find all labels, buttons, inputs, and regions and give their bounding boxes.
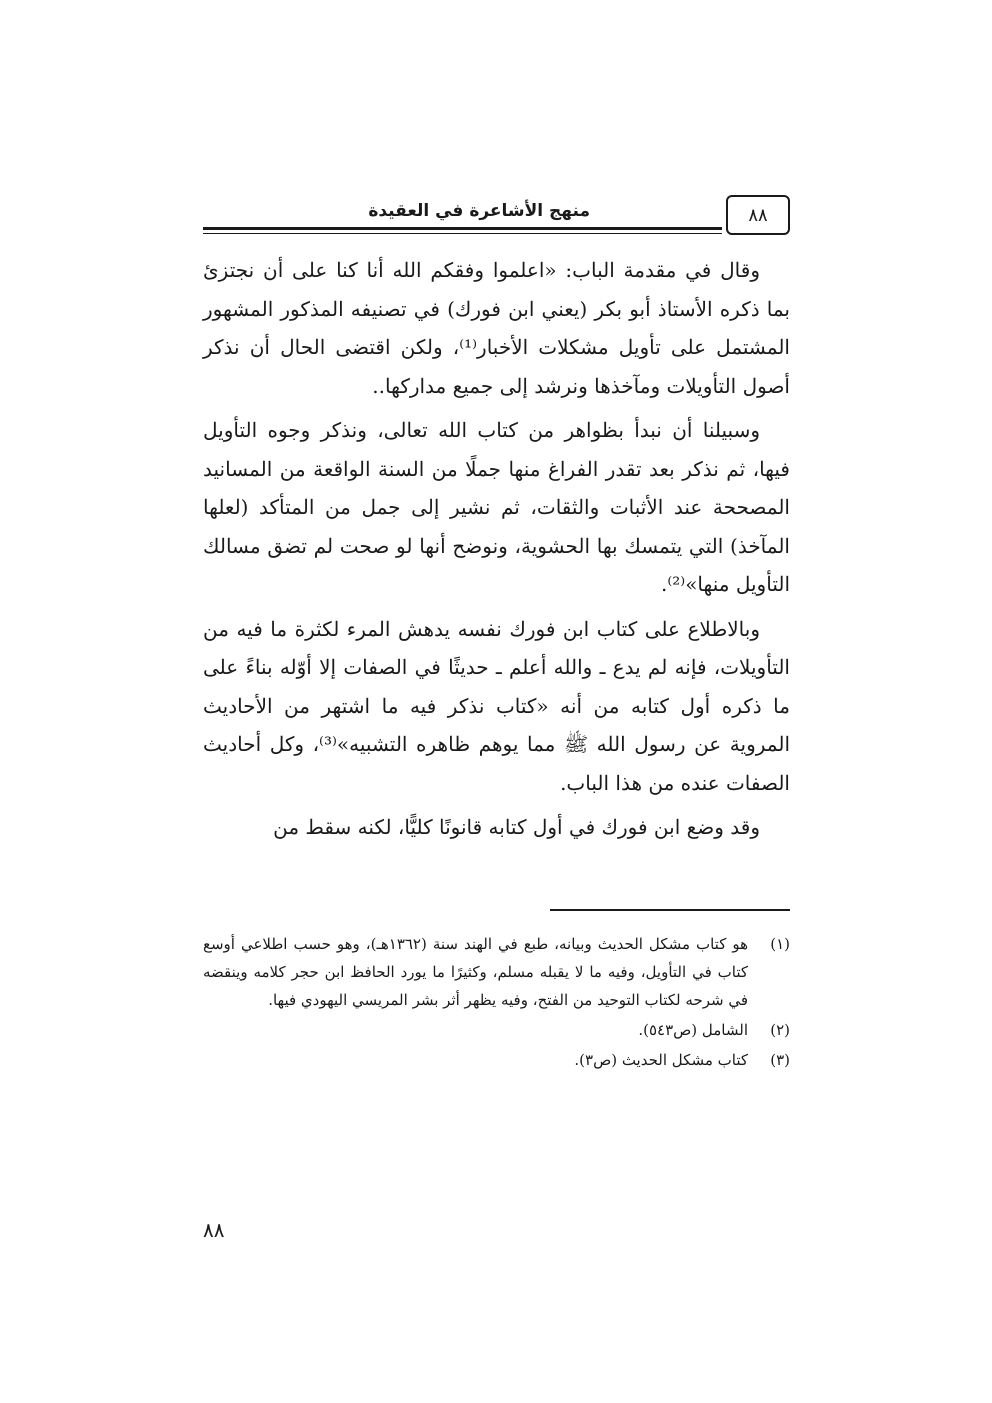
header-rule-thin: [203, 233, 722, 234]
header-page-number: ٨٨: [726, 195, 790, 235]
header-rule-thick: [203, 227, 722, 230]
paragraph: وقال في مقدمة الباب: «اعلموا وفقكم الله أنا كنا على أن نجتزئ بما ذكره الأستاذ أبو بكر (يعني ابن فورك) في تصنيفه المذكور المشهور المشتمل على تأويل مشكلات الأخبار⁽¹⁾، ولكن اقتضى الحال أن نذكر أصول التأويلات ومآخذها ونرشد إلى جميع مداركها..: [203, 258, 790, 398]
paragraph: وبالاطلاع على كتاب ابن فورك نفسه يدهش المرء لكثرة ما فيه من التأويلات، فإنه لم يدع ـ والله أعلم ـ حديثًا في الصفات إلا أوّله بناءً على ما ذكره أول كتابه من أنه «كتاب نذكر فيه ما اشتهر من الأحاديث المروية عن رسول الله ﷺ مما يوهم ظاهره التشبيه»⁽³⁾، وكل أحاديث الصفات عنده من هذا الباب.: [203, 616, 790, 795]
running-header: [203, 193, 790, 243]
main-text: [203, 251, 790, 853]
footnote-number: (١): [770, 935, 790, 953]
footnote-number: (٢): [770, 1021, 790, 1039]
footnote: [203, 930, 790, 1014]
footnote-text: هو كتاب مشكل الحديث وبيانه، طبع في الهند سنة (١٣٦٢هـ)، وهو حسب اطلاعي أوسع كتاب في التأويل، وفيه ما لا يقبله مسلم، وكثيرًا ما يورد الحافظ ابن حجر كلامه وينقضه في شرحه لكتاب التوحيد من الفتح، وفيه يظهر أثر بشر المريسي اليهودي فيها.: [203, 935, 748, 1009]
footnotes: [203, 930, 790, 1076]
footnote: [203, 1046, 790, 1074]
footnote: [203, 1016, 790, 1044]
footnote-text: كتاب مشكل الحديث (ص٣).: [574, 1051, 748, 1069]
header-title: منهج الأشاعرة في العقيدة: [368, 201, 590, 221]
paragraph: وسبيلنا أن نبدأ بظواهر من كتاب الله تعالى، ونذكر وجوه التأويل فيها، ثم نذكر بعد تقدر الفراغ منها جملًا من السنة الواقعة من المسانيد المصححة عند الأثبات والثقات، ثم نشير إلى جمل من المتأكد (لعلها المآخذ) التي يتمسك بها الحشوية، ونوضح أنها لو صحت لم تضق مسالك التأويل منها»⁽²⁾.: [203, 418, 790, 596]
footnote-number: (٣): [770, 1051, 790, 1069]
footnote-separator: [550, 909, 790, 911]
footer-page-number: ٨٨: [203, 1218, 225, 1242]
paragraph: وقد وضع ابن فورك في أول كتابه قانونًا كليًّا، لكنه سقط من: [273, 815, 760, 839]
footnote-text: الشامل (ص٥٤٣).: [638, 1021, 748, 1039]
